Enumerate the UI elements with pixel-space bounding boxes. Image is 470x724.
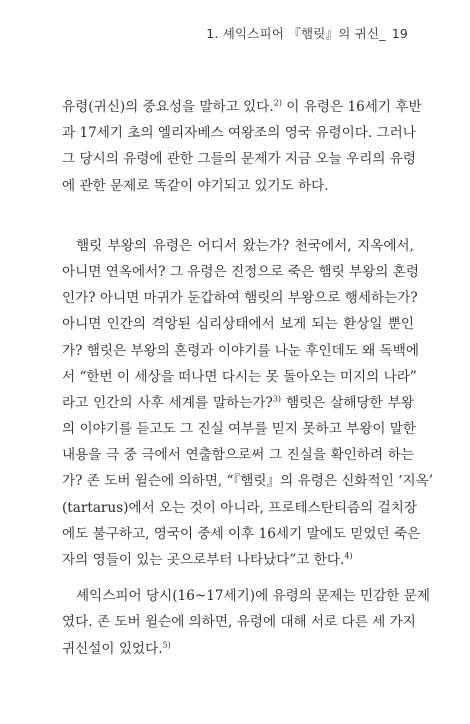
text-line: 유령(귀신)의 중요성을 말하고 있다.$^{2)}$ 이 유령은 16세기 후반 bbox=[62, 98, 422, 115]
text-line: 의 이야기를 듣고도 그 진실 여부를 믿지 못하고 부왕이 말한 bbox=[62, 421, 417, 438]
text-line: 귀신설이 있었다.$^{5)}$ bbox=[62, 640, 171, 657]
text-line: 에도 불구하고, 영국이 중세 이후 16세기 말에도 믿었던 죽은 bbox=[62, 525, 421, 542]
text-line: 가? 존 도버 윌슨에 의하면, “『햄릿』의 유령은 신화적인 ‘지옥’ bbox=[62, 473, 434, 490]
footnote-ref-4: 4) bbox=[344, 551, 353, 561]
paragraph-1 bbox=[62, 94, 422, 199]
text-line: 서 “한번 이 세상을 떠나면 다시는 못 돌아오는 미지의 나라” bbox=[62, 368, 417, 385]
text-line: 에 관한 문제로 똑같이 야기되고 있기도 하다. bbox=[62, 177, 329, 194]
text-line: 아니면 연옥에서? 그 유령은 진정으로 죽은 햄릿 부왕의 혼령 bbox=[62, 263, 420, 280]
paragraph-2 bbox=[62, 233, 434, 573]
text-line: 라고 인간의 사후 세계를 말하는가?$^{3)}$ 햄릿은 살해당한 부왕 bbox=[62, 394, 414, 411]
footnote-ref-2: 2) bbox=[273, 98, 282, 108]
text-line: 셰익스피어 당시(16~17세기)에 유령의 문제는 민감한 문제 bbox=[76, 588, 430, 605]
text-line: (tartarus)에서 오는 것이 아니라, 프로테스탄티즘의 걸치장 bbox=[62, 499, 418, 516]
text-line: 아니면 인간의 격앙된 심리상태에서 보게 되는 환상일 뿐인 bbox=[62, 316, 414, 333]
page-number: 19 bbox=[391, 26, 408, 41]
text-line: 였다. 존 도버 윌슨에 의하면, 유령에 대해 서로 다른 세 가지 bbox=[62, 614, 416, 631]
running-header-title: 1. 셰익스피어 『햄릿』의 귀신_ bbox=[206, 26, 386, 41]
page-body bbox=[62, 94, 434, 662]
paragraph-3 bbox=[62, 583, 430, 662]
footnote-ref-3: 3) bbox=[272, 394, 282, 404]
text-line: 자의 영들이 있는 곳으로부터 나타났다”고 한다.$^{4)}$ bbox=[62, 551, 353, 568]
footnote-ref-5: 5) bbox=[162, 640, 171, 650]
text-line: 과 17세기 초의 엘리자베스 여왕조의 영국 유령이다. 그러나 bbox=[62, 125, 416, 142]
text-line: 그 당시의 유령에 관한 그들의 문제가 지금 오늘 우리의 유령 bbox=[62, 151, 417, 168]
text-line: 인가? 아니면 마귀가 둔갑하여 햄릿의 부왕으로 행세하는가? bbox=[62, 290, 418, 307]
text-line: 가? 햄릿은 부왕의 혼령과 이야기를 나눈 후인데도 왜 독백에 bbox=[62, 342, 420, 359]
running-header bbox=[206, 24, 408, 42]
text-line: 내용을 극 중 극에서 연출함으로써 그 진실을 확인하려 하는 bbox=[62, 447, 414, 464]
text-line: 햄릿 부왕의 유령은 어디서 왔는가? 천국에서, 지옥에서, bbox=[76, 237, 414, 254]
